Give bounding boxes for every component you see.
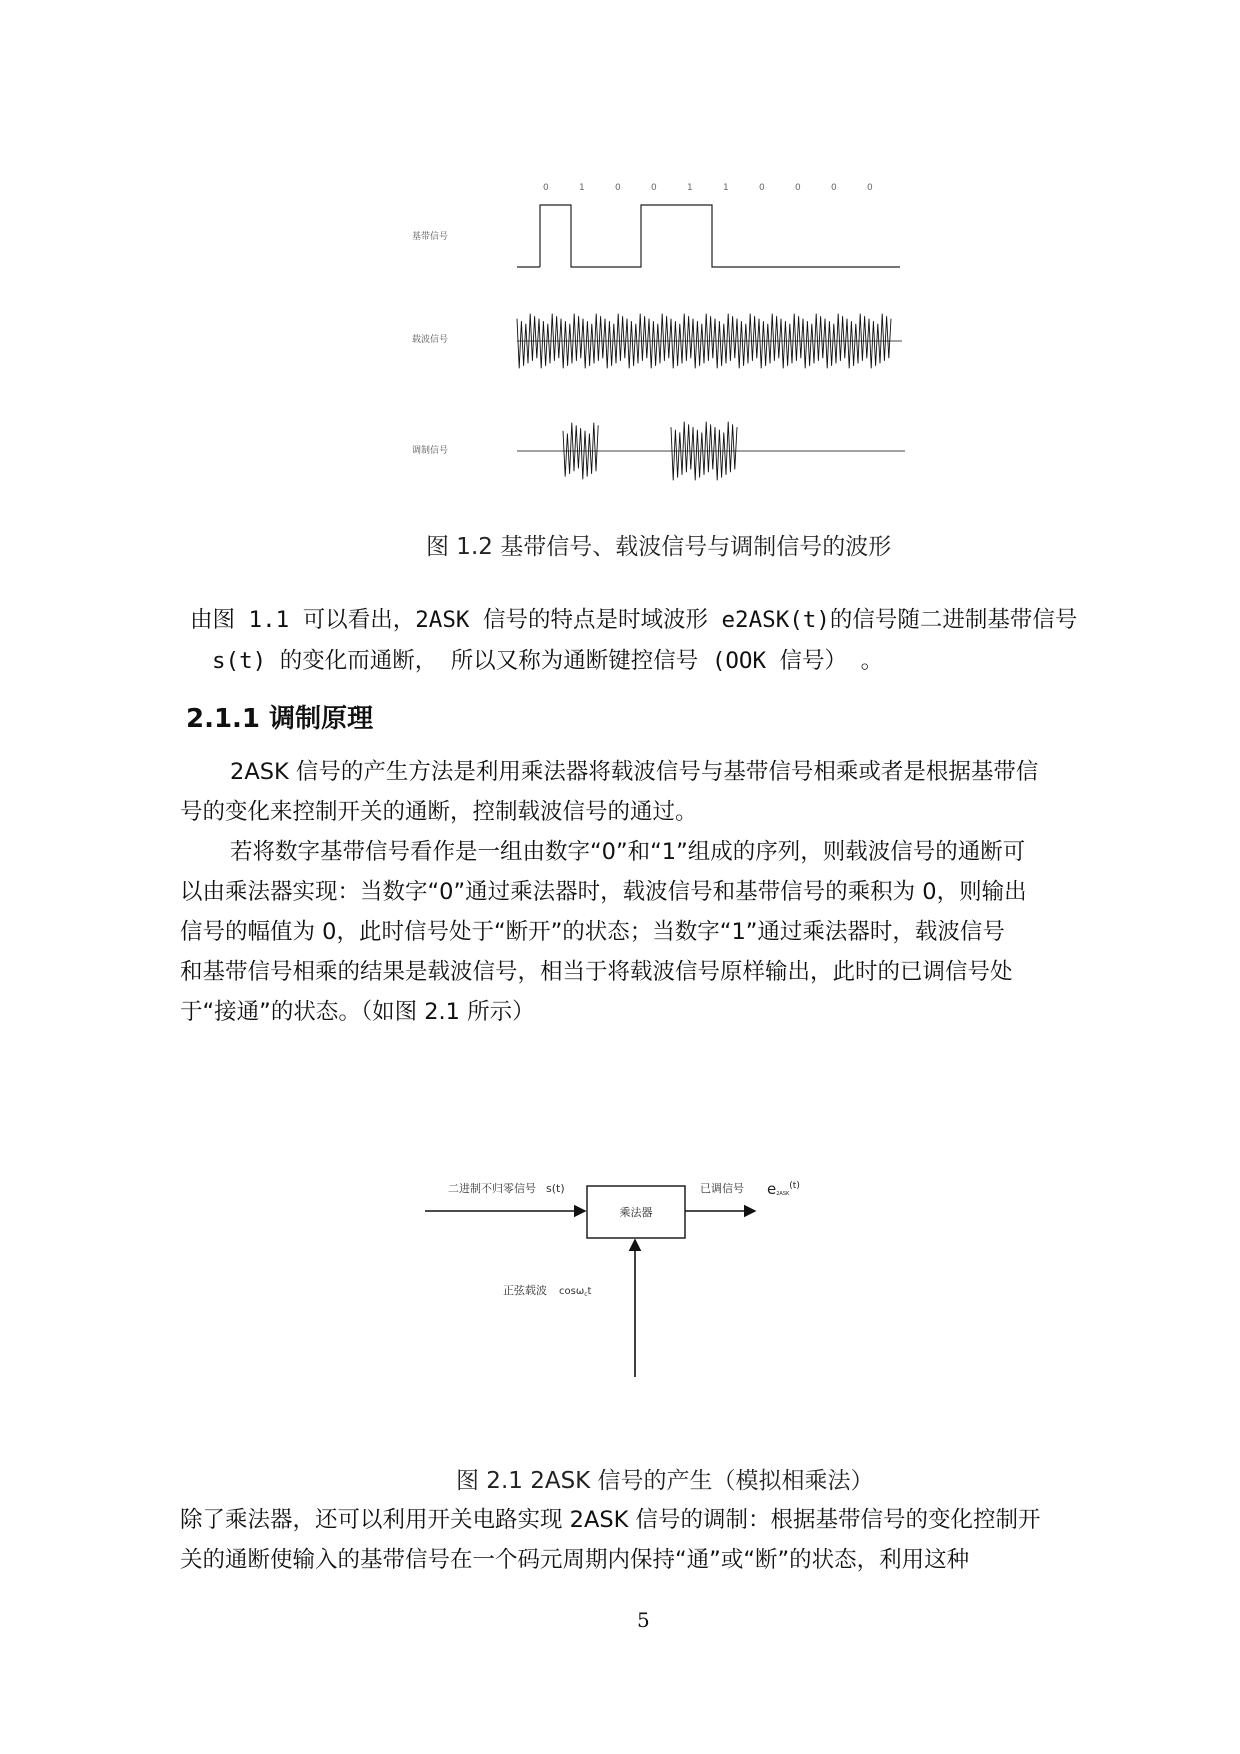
paragraph-3-line-1: 若将数字基带信号看作是一组由数字“0”和“1”组成的序列，则载波信号的通断可 xyxy=(230,839,1026,865)
carrier-input-label: 正弦载波 cosωct xyxy=(503,1284,592,1298)
bit-label: 0 xyxy=(543,183,549,193)
bit-label: 1 xyxy=(687,183,693,193)
carrier-signal-label: 载波信号 xyxy=(412,335,449,345)
bit-label: 0 xyxy=(867,183,873,193)
waveform-figure xyxy=(400,170,920,490)
output-signal-label: 已调信号 xyxy=(700,1182,744,1195)
figure-2-1-caption: 图 2.1 2ASK 信号的产生（模拟相乘法） xyxy=(456,1468,874,1494)
bit-label: 0 xyxy=(795,183,801,193)
multiplier-label: 乘法器 xyxy=(619,1206,653,1219)
paragraph-4-line-1: 除了乘法器，还可以利用开关电路实现 2ASK 信号的调制：根据基带信号的变化控制开 xyxy=(180,1507,1041,1533)
paragraph-1-line-2: s(t) 的变化而通断， 所以又称为通断键控信号 (OOK 信号） 。 xyxy=(212,648,884,674)
paragraph-3-line-3: 信号的幅值为 0，此时信号处于“断开”的状态；当数字“1”通过乘法器时，载波信号 xyxy=(180,919,1005,945)
multiplier-block-diagram xyxy=(420,1180,820,1380)
figure-1-2-caption: 图 1.2 基带信号、载波信号与调制信号的波形 xyxy=(426,534,892,560)
page-number: 5 xyxy=(637,1608,650,1632)
modulated-signal-label: 调制信号 xyxy=(412,446,449,456)
paragraph-3-line-2: 以由乘法器实现：当数字“0”通过乘法器时，载波信号和基带信号的乘积为 0，则输出 xyxy=(180,879,1027,905)
baseband-signal-label: 基带信号 xyxy=(412,232,449,242)
input-signal-label: 二进制不归零信号 s(t) xyxy=(448,1182,565,1195)
paragraph-2-line-1: 2ASK 信号的产生方法是利用乘法器将载波信号与基带信号相乘或者是根据基带信 xyxy=(230,759,1039,785)
paragraph-4-line-2: 关的通断使输入的基带信号在一个码元周期内保持“通”或“断”的状态，利用这种 xyxy=(180,1547,970,1573)
section-heading: 2.1.1 调制原理 xyxy=(186,704,374,734)
bit-label: 0 xyxy=(831,183,837,193)
paragraph-3-line-5: 于“接通”的状态。（如图 2.1 所示） xyxy=(180,999,535,1025)
output-symbol: e2ASK$^{(t)}$ xyxy=(767,1180,800,1198)
paragraph-2-line-2: 号的变化来控制开关的通断，控制载波信号的通过。 xyxy=(180,799,698,825)
bit-label: 1 xyxy=(579,183,585,193)
bit-label: 0 xyxy=(615,183,621,193)
bit-labels xyxy=(543,183,873,193)
bit-label: 0 xyxy=(651,183,657,193)
bit-label: 0 xyxy=(759,183,765,193)
bit-label: 1 xyxy=(723,183,729,193)
baseband-waveform xyxy=(517,205,900,267)
paragraph-1-line-1: 由图 1.1 可以看出，2ASK 信号的特点是时域波形 e2ASK(t)的信号随二进制基带信号 xyxy=(190,607,1078,633)
paragraph-3-line-4: 和基带信号相乘的结果是载波信号，相当于将载波信号原样输出，此时的已调信号处 xyxy=(180,959,1013,985)
